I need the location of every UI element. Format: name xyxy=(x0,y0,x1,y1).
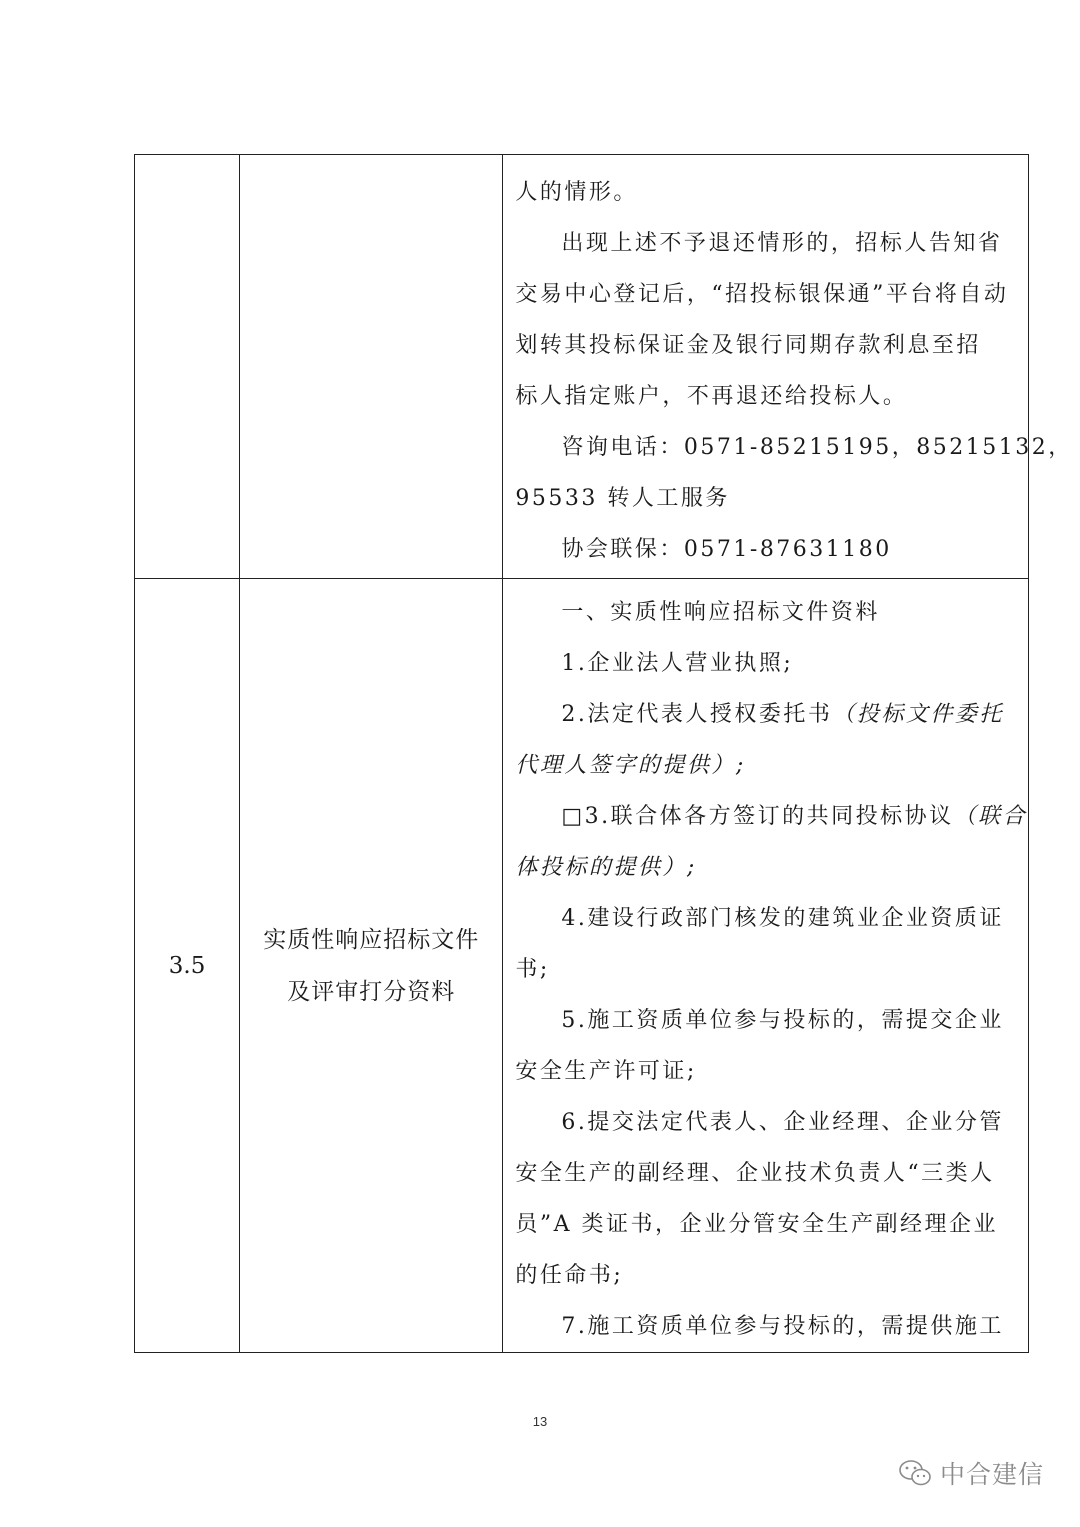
content-line: 员”A 类证书，企业分管安全生产副经理企业 xyxy=(515,1212,999,1237)
content-note: （联合 xyxy=(953,804,1028,829)
content-line: 4.建设行政部门核发的建筑业企业资质证 xyxy=(561,906,1004,931)
content-note: （投标文件委托 xyxy=(832,702,1004,727)
content-line: 安全生产的副经理、企业技术负责人“三类人 xyxy=(515,1161,995,1186)
item-number-cell xyxy=(135,155,240,579)
content-line: 6.提交法定代表人、企业经理、企业分管 xyxy=(561,1110,1004,1135)
content-line xyxy=(515,842,1018,893)
content-line: 7.施工资质单位参与投标的，需提供施工 xyxy=(561,1314,1004,1339)
item-name-cell xyxy=(240,579,503,1353)
content-line: 交易中心登记后，“招投标银保通”平台将自动 xyxy=(515,282,1009,307)
item-number: 3.5 xyxy=(168,952,206,979)
content-line: 人的情形。 xyxy=(515,180,638,205)
item-name-cell xyxy=(240,155,503,579)
content-line: 标人指定账户，不再退还给投标人。 xyxy=(515,384,908,409)
content-note: ）; xyxy=(711,753,746,778)
content-line: 咨询电话：0571-85215195，85215132， xyxy=(561,435,1073,460)
content-line: 安全生产许可证; xyxy=(515,1059,697,1084)
content-line: 95533 转人工服务 xyxy=(515,486,730,511)
content-line: 1.企业法人营业执照; xyxy=(561,651,794,676)
content-text: □3.联合体各方签订的共同投标协议 xyxy=(561,804,954,829)
content-note: 体投标的提供 xyxy=(515,855,663,880)
document-table xyxy=(134,154,1073,1353)
wechat-icon xyxy=(898,1459,932,1487)
content-line: 划转其投标保证金及银行同期存款利息至招 xyxy=(515,333,981,358)
item-content-cell xyxy=(503,155,1073,579)
item-name-line: 及评审打分资料 xyxy=(287,978,456,1005)
page-number: 13 xyxy=(532,1414,548,1429)
table-row xyxy=(135,155,1029,579)
watermark-text: 中合建信 xyxy=(939,1460,1044,1489)
content-line: 5.施工资质单位参与投标的，需提交企业 xyxy=(561,1008,1004,1033)
content-line xyxy=(515,689,1018,740)
content-note: ）; xyxy=(662,855,697,880)
content-line: 书; xyxy=(515,957,550,982)
content-line xyxy=(515,791,1028,842)
content-line: 的任命书; xyxy=(515,1263,624,1288)
item-content-cell xyxy=(503,579,1029,1353)
item-number-cell xyxy=(135,579,240,1353)
content-heading: 一、实质性响应招标文件资料 xyxy=(561,600,880,625)
item-name-line: 实质性响应招标文件 xyxy=(263,926,480,953)
table-row xyxy=(135,579,1029,1353)
content-text: 2.法定代表人授权委托书 xyxy=(561,702,833,727)
content-note: 代理人签字的提供 xyxy=(515,753,712,778)
content-line: 协会联保：0571-87631180 xyxy=(561,537,892,562)
content-line: 出现上述不予退还情形的，招标人告知省 xyxy=(561,231,1003,256)
content-line xyxy=(515,740,1018,791)
watermark xyxy=(898,1455,1044,1491)
